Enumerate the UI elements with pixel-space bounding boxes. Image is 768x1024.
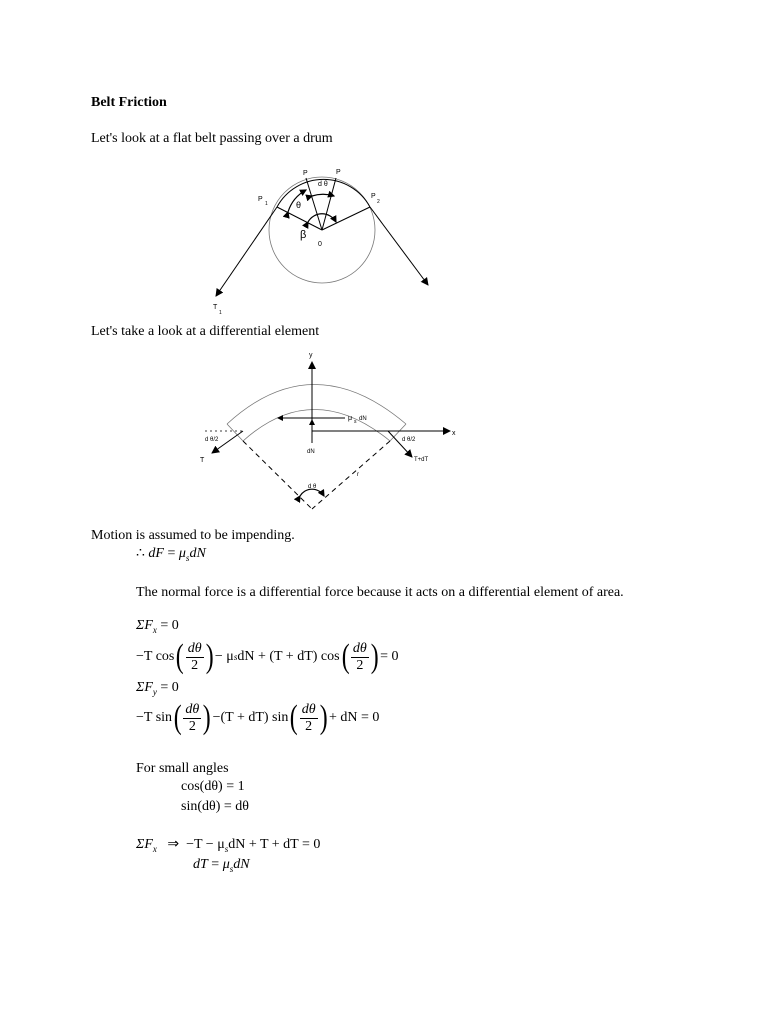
- label-theta: θ: [296, 200, 302, 210]
- eq-friction: ∴ dF = $\mu_sdN$: [136, 546, 206, 563]
- sum-fx: $\Sigma F_x = 0$: [136, 618, 179, 635]
- label-dn: dN: [307, 449, 315, 455]
- label-t1-sub: 1: [219, 310, 222, 316]
- inner-arc: [243, 410, 390, 442]
- label-dtheta-fig2: d θ: [308, 484, 317, 490]
- label-beta: β: [300, 229, 307, 241]
- label-t: T: [200, 457, 205, 464]
- label-p-left: P: [303, 170, 308, 177]
- label-p2: P: [371, 193, 376, 200]
- label-p1: P: [258, 196, 263, 203]
- label-x: x: [452, 430, 456, 437]
- motion-text: Motion is assumed to be impending.: [91, 528, 295, 543]
- label-r: r: [357, 472, 359, 478]
- label-mu-sub: s: [354, 419, 357, 425]
- bottom-dtheta-arc: [300, 489, 324, 496]
- label-origin: 0: [318, 241, 322, 248]
- label-mu: μ: [348, 415, 353, 422]
- label-y: y: [309, 352, 313, 359]
- label-dtheta2-right: d θ/2: [402, 437, 416, 443]
- small-angles-text: For small angles: [136, 761, 229, 776]
- sin-approximation: sin(dθ) = dθ: [181, 799, 249, 814]
- intro-text: Let's look at a flat belt passing over a drum: [91, 131, 333, 146]
- label-dtheta2-left: d θ/2: [205, 437, 219, 443]
- label-dtheta-fig1: d θ: [318, 181, 328, 188]
- radius-right-dashed: [312, 441, 390, 509]
- label-p-right: P: [336, 169, 341, 176]
- final-sum-fx: $\Sigma F_x$ ⇒ $-T - \mu_sdN + T$ + dT = 0: [136, 837, 321, 854]
- eq-y-equilibrium: −T sin ( $\frac{d\theta}{2}$ ) −(T + dT) sin ( $\frac{d\theta}{2}$ ) + dN = 0: [136, 699, 380, 736]
- label-p2-sub: 2: [377, 199, 380, 205]
- label-mu-dn: dN: [359, 416, 367, 422]
- radius-left-dashed: [243, 441, 312, 509]
- label-p1-sub: 1: [265, 201, 268, 207]
- page-title: Belt Friction: [91, 95, 167, 110]
- final-dt: dT = $\mu_sdN$: [193, 857, 250, 874]
- sum-fy: $\Sigma F_y = 0$: [136, 680, 179, 697]
- eq-x-equilibrium: −T cos ( $\frac{d\theta}{2}$ ) − μ s dN + (T + dT) cos ( $\frac{d\theta}{2}$ ) = 0: [136, 638, 399, 675]
- label-t1: T: [213, 304, 218, 311]
- label-t-dt: T+dT: [414, 457, 429, 463]
- element-intro-text: Let's take a look at a differential element: [91, 324, 320, 339]
- normal-force-text: The normal force is a differential force because it acts on a differential element of area.: [136, 585, 624, 600]
- cos-approximation: cos(dθ) = 1: [181, 779, 245, 794]
- tension-t-dt-arrow: [388, 431, 412, 457]
